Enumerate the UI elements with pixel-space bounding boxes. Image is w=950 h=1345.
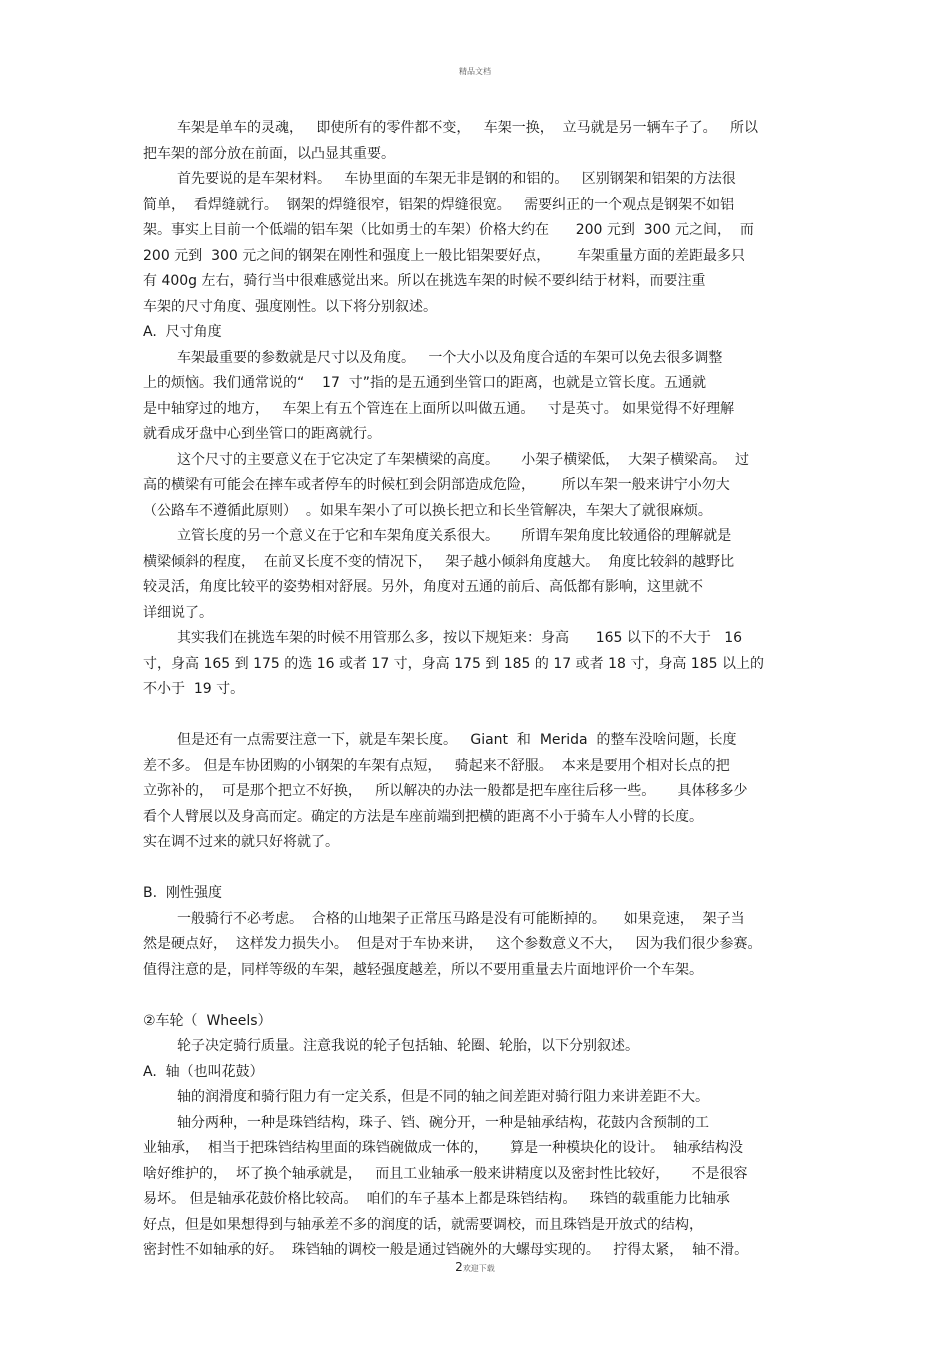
paragraph-top-tube-height: 这个尺寸的主要意义在于它决定了车架横梁的高度。 小架子横梁低， 大架子横梁高。 过 高的横梁有可能会在摔车或者停车的时候杠到会阴部造成危险， 所以车架一般来讲宁小勿大 （公路车不遵循此原则） 。如果车架小了可以换长把立和长坐管解决，车架大了就很麻烦。 bbox=[143, 451, 750, 519]
spacer bbox=[143, 703, 811, 729]
paragraph-size-angle: 车架最重要的参数就是尺寸以及角度。 一个大小以及角度合适的车架可以免去很多调整 上的烦恼。我们通常说的“ 17 寸”指的是五通到坐管口的距离，也就是立管长度。五通就 是中轴穿过的地方， 车架上有五个管连在上面所以叫做五通。 寸是英寸。 如果觉得不好理解 就看成牙盘中心到坐管口的距离就行。 bbox=[143, 349, 735, 442]
section-heading-wheels: ②车轮（ Wheels） bbox=[143, 1012, 272, 1029]
section-heading-hub: A. 轴（也叫花鼓） bbox=[143, 1063, 264, 1080]
paragraph-frame-material: 首先要说的是车架材料。 车协里面的车架无非是钢的和铝的。 区别钢架和铝架的方法很 简单， 看焊缝就行。 钢架的焊缝很窄，铝架的焊缝很宽。 需要纠正的一个观点是钢架不如铝 架。事实上目前一个低端的铝车架（比如勇士的车架）价格大约在 200 元到 300 元之间， 而 200 元到 300 元之间的钢架在刚性和强度上一般比铝架要好点， 车架重量方面的差距最多只 有 400g 左右，骑行当中很难感觉出来。所以在挑选车架的时候不要纠结于材料，而要注重 车架的尺寸角度、强度刚性。以下将分别叙述。 bbox=[143, 171, 754, 315]
paragraph-hub-types: 轴分两种，一种是珠铛结构，珠子、铛、碗分开，一种是轴承结构，花鼓内含预制的工 业轴承， 相当于把珠铛结构里面的珠铛碗做成一体的， 算是一种模块化的设计。 轴承结构没 啥好维护的， 坏了换个轴承就是， 而且工业轴承一般来讲精度以及密封性比较好， 不是很容 易坏。 但是轴承花鼓价格比较高。 咱们的车子基本上都是珠铛结构。 珠铛的载重能力比轴承 好点，但是如果想得到与轴承差不多的润度的话，就需要调校，而且珠铛是开放式的结构， 密封性不如轴承的好。 珠铛轴的调校一般是通过铛碗外的大螺母实现的。 拧得太紧， 轴不滑。 bbox=[143, 1114, 749, 1258]
paragraph-seat-tube-angle: 立管长度的另一个意义在于它和车架角度关系很大。 所谓车架角度比较通俗的理解就是 横梁倾斜的程度， 在前叉长度不变的情况下， 架子越小倾斜角度越大。 角度比较斜的越野比 较灵活，角度比较平的姿势相对舒展。另外，角度对五通的前后、高低都有影响，这里就不 详细说了。 bbox=[143, 528, 735, 621]
paragraph-size-rules: 其实我们在挑选车架的时候不用管那么多，按以下规矩来：身高 165 以下的不大于 16 寸，身高 165 到 175 的选 16 或者 17 寸，身高 175 到 185 的 17 或者 18 寸，身高 185 以上的 不小于 19 寸。 bbox=[143, 630, 764, 697]
paragraph-wheels-intro: 轮子决定骑行质量。注意我说的轮子包括轴、轮圈、轮胎，以下分别叙述。 bbox=[177, 1038, 639, 1054]
spacer bbox=[143, 856, 811, 882]
paragraph-stiffness: 一般骑行不必考虑。 合格的山地架子正常压马路是没有可能断掉的。 如果竞速， 架子当 然是硬点好， 这样发力损失小。 但是对于车协来讲， 这个参数意义不大， 因为我们很少参赛。 值得注意的是，同样等级的车架，越轻强度越差，所以不要用重量去片面地评价一个车架。 bbox=[143, 910, 762, 978]
footer-label: 欢迎下载 bbox=[462, 1264, 495, 1273]
document-body bbox=[143, 116, 811, 1264]
page-number: 2 bbox=[455, 1260, 463, 1274]
paragraph-frame-length: 但是还有一点需要注意一下，就是车架长度。 Giant 和 Merida 的整车没啥问题，长度 差不多。 但是车协团购的小钢架的车架有点短， 骑起来不舒服。 本来是要用个相对长点的把 立弥补的， 可是那个把立不好换， 所以解决的办法一般都是把车座往后移一些。 具体移多少 看个人臂展以及身高而定。确定的方法是车座前端到把横的距离不小于骑车人小臂的长度。 实在调不过来的就只好将就了。 bbox=[143, 732, 748, 850]
section-heading-size-angle: A. 尺寸角度 bbox=[143, 324, 222, 340]
section-heading-stiffness: B. 刚性强度 bbox=[143, 885, 222, 901]
page-header: 精品文档 bbox=[459, 67, 491, 76]
paragraph-hub-lubrication: 轴的润滑度和骑行阻力有一定关系，但是不同的轴之间差距对骑行阻力来讲差距不大。 bbox=[177, 1089, 709, 1105]
paragraph-frame-intro: 车架是单车的灵魂， 即使所有的零件都不变， 车架一换， 立马就是另一辆车子了。 所以 把车架的部分放在前面，以凸显其重要。 bbox=[143, 120, 758, 162]
spacer bbox=[143, 983, 811, 1009]
page-footer bbox=[0, 1260, 950, 1274]
